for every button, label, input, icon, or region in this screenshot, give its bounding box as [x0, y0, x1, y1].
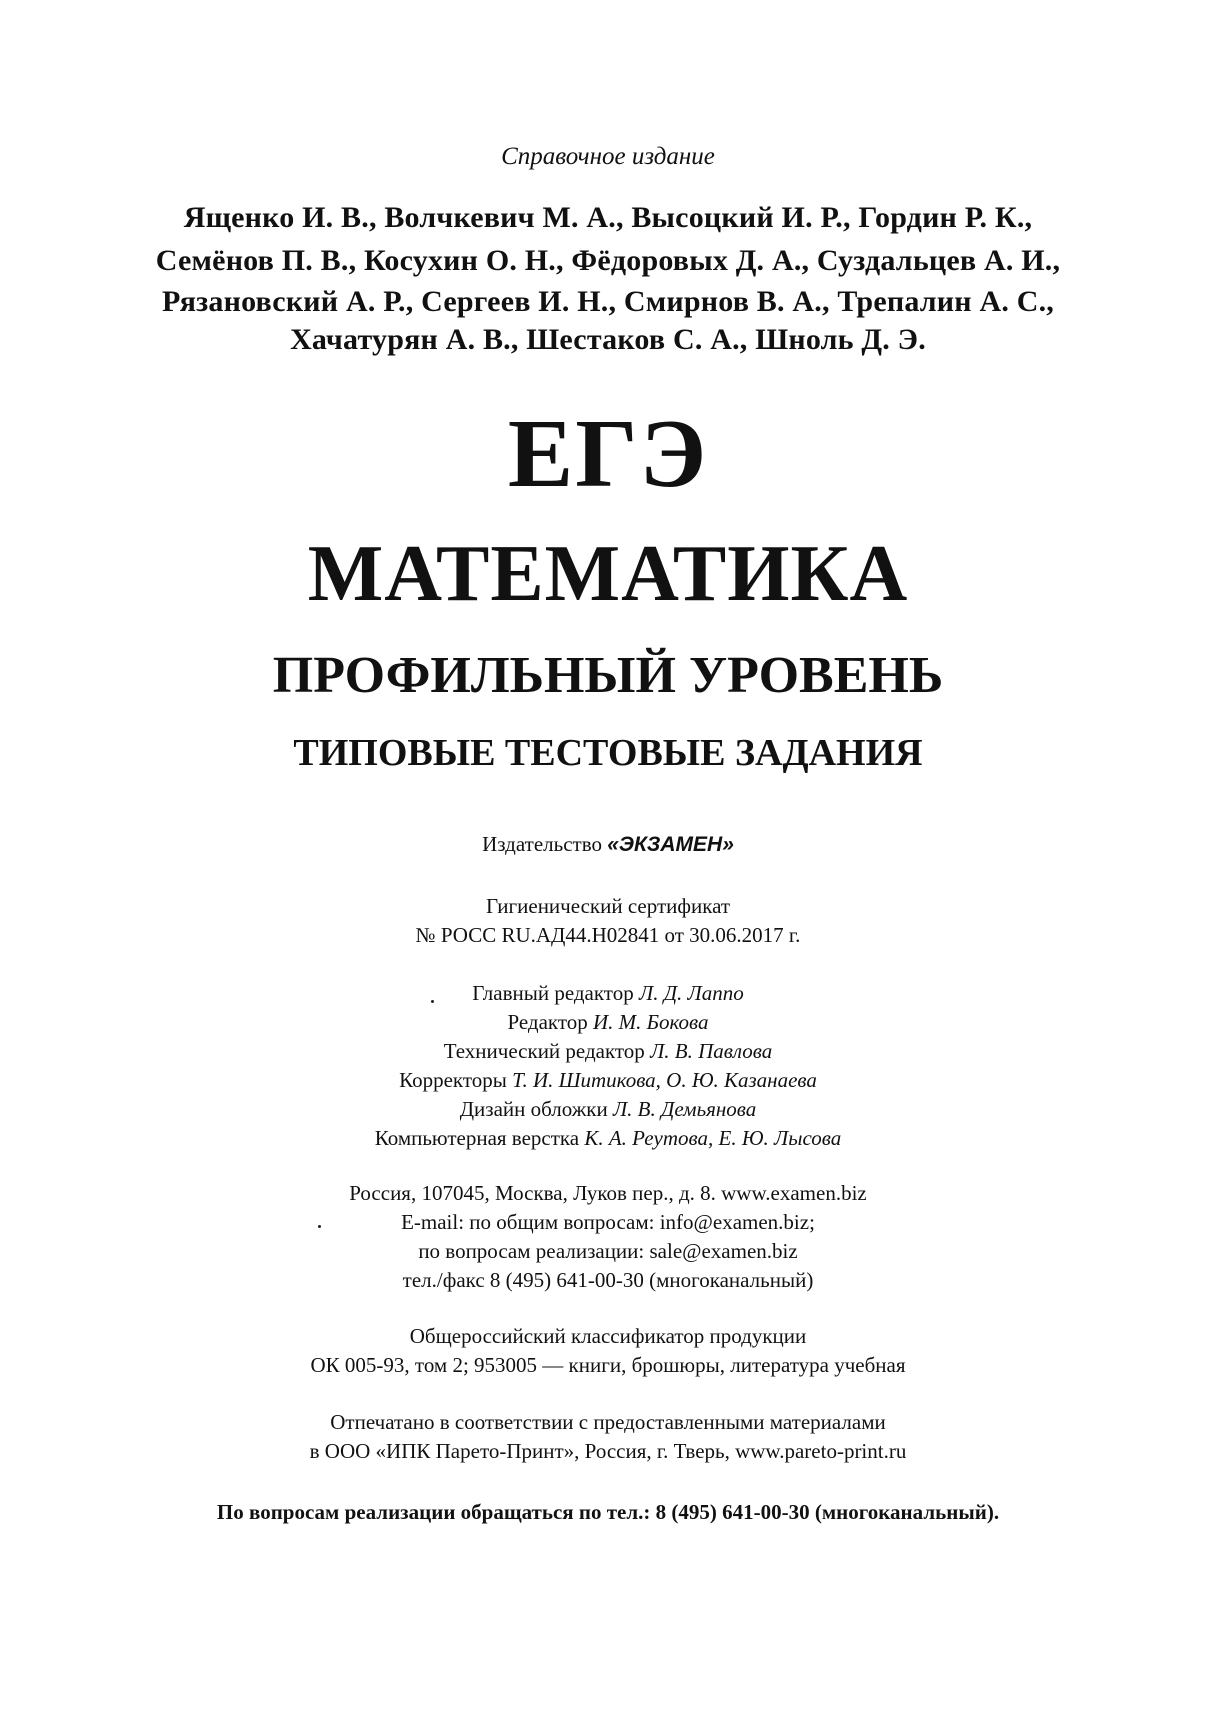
authors-line-3: Рязановский А. Р., Сергеев И. Н., Смирнов В. А., Трепалин А. С., — [161, 285, 1055, 318]
publisher-label: Издательство — [482, 832, 608, 856]
authors-line-2: Семёнов П. В., Косухин О. Н., Фёдоровых Д. А., Суздальцев А. И., — [155, 244, 1061, 277]
editor-line — [0, 1067, 1216, 1094]
level-title: ПРОФИЛЬНЫЙ УРОВЕНЬ — [272, 647, 944, 704]
editor-line — [0, 1009, 1216, 1036]
editor-line — [0, 1096, 1216, 1123]
editor-role: Редактор — [507, 1010, 593, 1034]
book-subtitle: ТИПОВЫЕ ТЕСТОВЫЕ ЗАДАНИЯ — [293, 732, 923, 774]
editor-name: Л. В. Павлова — [650, 1039, 773, 1063]
printer-info: в ООО «ИПК Парето-Принт», Россия, г. Тверь, www.pareto-print.ru — [309, 1439, 907, 1463]
classifier-code: ОК 005-93, том 2; 953005 — книги, брошюры, литература учебная — [310, 1353, 906, 1377]
publisher-name: «ЭКЗАМЕН» — [607, 833, 734, 856]
editor-name: Т. И. Шитикова, О. Ю. Казанаева — [512, 1068, 817, 1092]
exam-title: ЕГЭ — [507, 400, 709, 508]
authors-line-1: Ященко И. В., Волчкевич М. А., Высоцкий И. Р., Гордин Р. К., — [183, 201, 1033, 234]
editor-role: Технический редактор — [443, 1039, 651, 1063]
editor-role: Дизайн обложки — [459, 1097, 613, 1121]
editor-name: Л. Д. Лаппо — [638, 981, 744, 1005]
editor-name: К. А. Реутова, Е. Ю. Лысова — [584, 1126, 842, 1150]
scan-speck — [431, 1000, 434, 1003]
classifier-title: Общероссийский классификатор продукции — [409, 1324, 807, 1348]
address-line: Россия, 107045, Москва, Луков пер., д. 8. www.examen.biz — [349, 1181, 867, 1205]
email-general-line: E-mail: по общим вопросам: info@examen.biz; — [401, 1210, 815, 1234]
editor-name: Л. В. Демьянова — [612, 1097, 757, 1121]
authors-line-4: Хачатурян А. В., Шестаков С. А., Шноль Д. Э. — [290, 323, 926, 356]
edition-type: Справочное издание — [501, 143, 715, 170]
editor-line — [0, 1125, 1216, 1152]
email-sales-line: по вопросам реализации: sale@examen.biz — [418, 1239, 798, 1263]
editor-role: Компьютерная верстка — [374, 1126, 585, 1150]
subject-title: МАТЕМАТИКА — [307, 530, 909, 618]
certificate-number: № РОСС RU.АД44.Н02841 от 30.06.2017 г. — [415, 923, 801, 947]
certificate-title: Гигиенический сертификат — [485, 894, 731, 918]
editor-name: И. М. Бокова — [592, 1010, 709, 1034]
editor-role: Главный редактор — [472, 981, 639, 1005]
editor-line — [0, 1038, 1216, 1065]
publisher-line — [0, 832, 1216, 857]
editor-line — [0, 980, 1216, 1007]
scan-speck — [318, 1225, 321, 1228]
sales-contact-footer: По вопросам реализации обращаться по тел.: 8 (495) 641-00-30 (многоканальный). — [216, 1500, 1000, 1524]
phone-line: тел./факс 8 (495) 641-00-30 (многоканальный) — [402, 1268, 814, 1292]
editor-role: Корректоры — [399, 1068, 513, 1092]
printing-note: Отпечатано в соответствии с предоставленными материалами — [330, 1410, 886, 1434]
